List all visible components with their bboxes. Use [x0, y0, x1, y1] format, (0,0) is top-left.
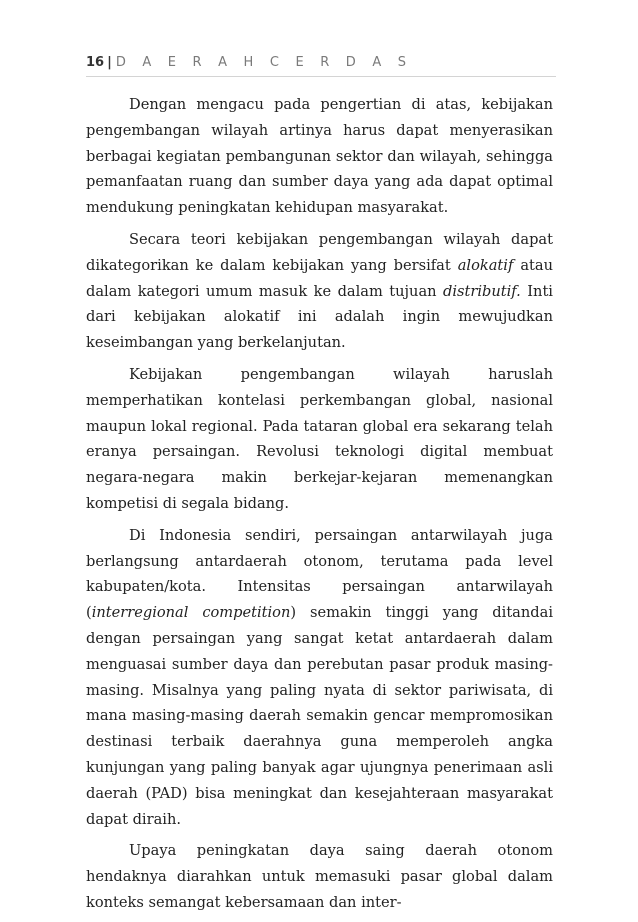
paragraph-4 [86, 523, 553, 833]
paragraph-2-text-c: atau dalam kategori umum masuk ke dalam tujuan [86, 256, 553, 300]
term-interregional-competition: interregional competition [91, 604, 291, 622]
book-title: D A E R A H C E R D A S [115, 55, 413, 70]
term-distributif: distributif. [443, 282, 521, 300]
body-text [86, 92, 553, 922]
paragraph-2-text-e: Inti dari kebijakan alokatif ini adalah ingin mewujudkan keseimbangan yang berkelanjutan. [86, 282, 553, 352]
paragraph-3: Kebijakan pengembangan wilayah haruslah memperhatikan kontelasi perkembangan global, nasional maupun lokal regional. Pada tataran global era sekarang telah eranya persaingan. Revolusi teknologi digital membuat negara-negara makin berkejar-kejaran memenangkan kompetisi di segala bidang. [86, 365, 553, 512]
paragraph-5: Upaya peningkatan daya saing daerah otonom hendaknya diarahkan untuk memasuki pasar global dalam konteks semangat kebersamaan dan inter- [86, 842, 553, 911]
term-alokatif: alokatif [457, 256, 514, 274]
header-rule [86, 76, 556, 77]
paragraph-4-text-a: Di Indonesia sendiri, persaingan antarwilayah juga berlangsung antardaerah otonom, terutama pada level kabupaten/kota. Intensitas persaingan antarwilayah ( [86, 526, 553, 622]
paragraph-2-text-a: Secara teori kebijakan pengembangan wilayah dapat dikategorikan ke dalam kebijakan yang bersifat [86, 230, 553, 274]
paragraph-2 [86, 227, 553, 356]
page-number: 16 [86, 55, 105, 70]
paragraph-4-text-c: ) semakin tinggi yang ditandai dengan persaingan yang sangat ketat antardaerah dalam menguasai sumber daya dan perebutan pasar produk masing-masing. Misalnya yang paling nyata di sektor pariwisata, di mana masing-masing daerah semakin gencar mempromosikan destinasi terbaik daerahnya guna memperoleh angka kunjungan yang paling banyak agar ujungnya penerimaan asli daerah (PAD) bisa meningkat dan kesejahteraan masyarakat dapat diraih. [86, 604, 553, 828]
paragraph-1: Dengan mengacu pada pengertian di atas, kebijakan pengembangan wilayah artinya harus dapat menyerasikan berbagai kegiatan pembangunan sektor dan wilayah, sehingga pemanfaatan ruang dan sumber daya yang ada dapat optimal mendukung peningkatan kehidupan masyarakat. [86, 96, 553, 217]
running-header [86, 55, 556, 70]
header-separator: | [107, 55, 112, 70]
